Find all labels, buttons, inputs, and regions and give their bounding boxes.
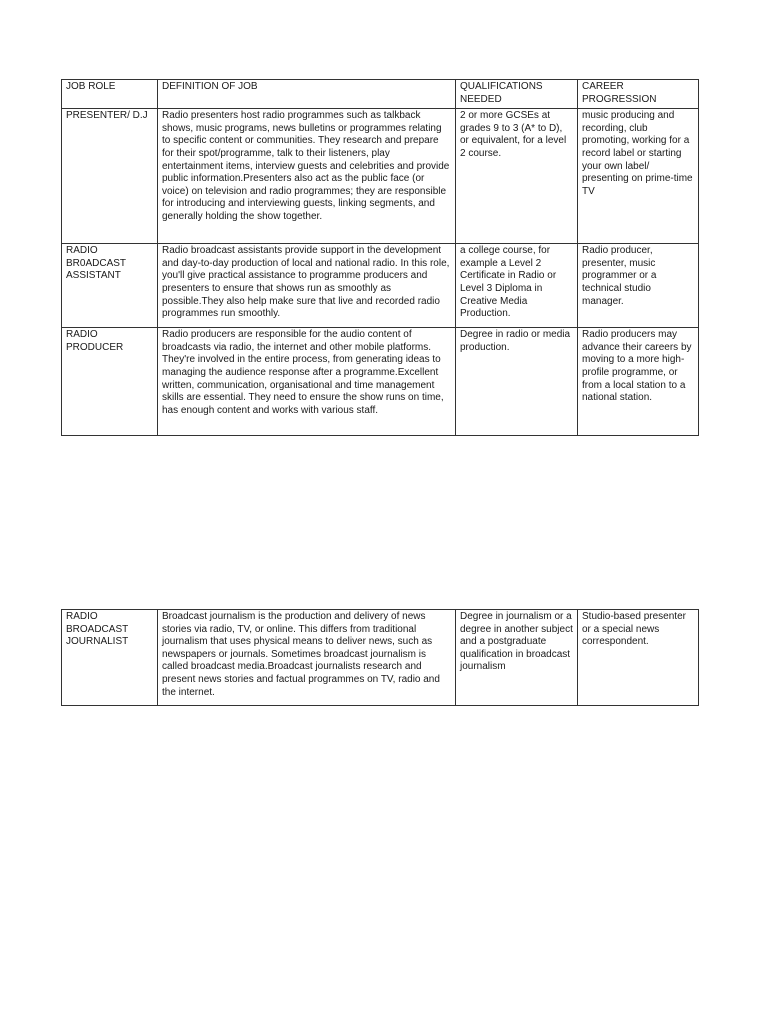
job-role-cell: PRESENTER/ D.J xyxy=(62,109,158,244)
definition-cell: Radio broadcast assistants provide support in the development and day-to-day production of local and national radio. In this role, you'll give practical assistance to programme producers and presenters to ensure that shows run as smoothly as possible.They also help make sure that live and recorded radio programmes run smoothly. xyxy=(158,244,456,328)
definition-cell: Broadcast journalism is the production and delivery of news stories via radio, TV, or online. This differs from traditional journalism that uses physical means to deliver news, such as newspapers or journals. Sometimes broadcast journalism is called broadcast media.Broadcast journalists research and present news stories and factual programmes on TV, radio and the internet. xyxy=(158,610,456,706)
definition-cell: Radio presenters host radio programmes such as talkback shows, music programs, news bulletins or programmes relating to specific content or communities. They research and prepare for their spot/programme, talk to their listeners, play entertainment items, interview guests and celebrities and provide public information.Presenters also act as the public face (or voice) on television and radio programmes; they are responsible for introducing and interviewing guests, linking segments, and generally holding the show together. xyxy=(158,109,456,244)
qualifications-cell: Degree in journalism or a degree in another subject and a postgraduate qualification in broadcast journalism xyxy=(456,610,578,706)
header-job-role: JOB ROLE xyxy=(62,80,158,109)
progression-cell: Radio producer, presenter, music programmer or a technical studio manager. xyxy=(578,244,699,328)
qualifications-cell: 2 or more GCSEs at grades 9 to 3 (A* to D), or equivalent, for a level 2 course. xyxy=(456,109,578,244)
progression-cell: Studio-based presenter or a special news correspondent. xyxy=(578,610,699,706)
qualifications-cell: a college course, for example a Level 2 Certificate in Radio or Level 3 Diploma in Creative Media Production. xyxy=(456,244,578,328)
table-row xyxy=(62,610,699,706)
table-row xyxy=(62,109,699,244)
job-role-cell: RADIO PRODUCER xyxy=(62,328,158,436)
header-qualifications: QUALIFICATIONS NEEDED xyxy=(456,80,578,109)
qualifications-cell: Degree in radio or media production. xyxy=(456,328,578,436)
job-role-cell: RADIO BR0ADCAST ASSISTANT xyxy=(62,244,158,328)
header-career-progression: CAREER PROGRESSION xyxy=(578,80,699,109)
table-header-row xyxy=(62,80,699,109)
header-definition: DEFINITION OF JOB xyxy=(158,80,456,109)
definition-cell: Radio producers are responsible for the audio content of broadcasts via radio, the internet and other mobile platforms. They're involved in the entire process, from generating ideas to managing the audience response after a programme.Excellent written, communication, organisational and time management skills are essential. They need to ensure the show runs on time, has enough content and works with various staff. xyxy=(158,328,456,436)
progression-cell: Radio producers may advance their careers by moving to a more high-profile programme, or from a local station to a national station. xyxy=(578,328,699,436)
progression-cell: music producing and recording, club promoting, working for a record label or starting your own label/ presenting on prime-time TV xyxy=(578,109,699,244)
job-role-cell: RADIO BROADCAST JOURNALIST xyxy=(62,610,158,706)
job-roles-table xyxy=(61,79,699,436)
table-row xyxy=(62,328,699,436)
table-row xyxy=(62,244,699,328)
job-roles-table-continued xyxy=(61,609,699,706)
